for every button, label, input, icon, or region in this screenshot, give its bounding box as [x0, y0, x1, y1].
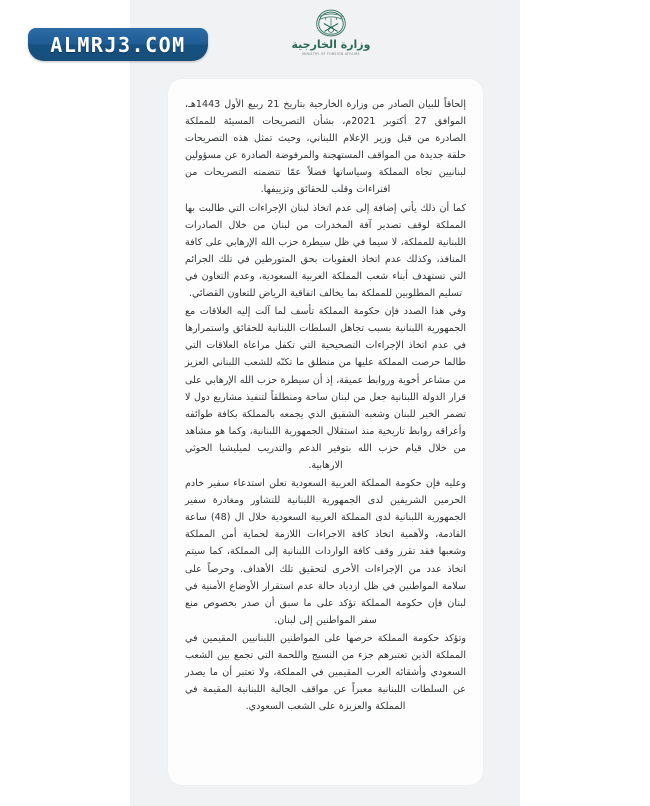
- statement-paragraph: وعليه فإن حكومة المملكة العربية السعودية تعلن استدعاء سفير خادم الحرمين الشريفين لدى الجمهورية اللبنانية للتشاور ومغادرة سفير الجمهورية اللبنانية لدى المملكة العربية السعودية خلال ال (48) ساعة القادمة، ولأهمية اتخاذ كافة الاجراءات اللازمة لحماية أمن المملكة وشعبها فقد تقرر وقف كافة الواردات اللبنانية إلى المملكة، كما سيتم اتخاذ عدد من الإجراءات الأخرى لتحقيق تلك الأهداف. وحرصاً على سلامة المواطنين في ظل ازدياد حالة عدم استقرار الأوضاع الأمنية في لبنان فإن حكومة المملكة تؤكد على ما سبق أن صدر بخصوص منع سفر المواطنين إلى لبنان.: [185, 478, 466, 626]
- statement-card: [168, 79, 483, 785]
- ministry-emblem-arabic-name: وزارة الخارجية: [291, 38, 371, 51]
- saudi-mofa-emblem-icon: [314, 8, 348, 38]
- statement-paragraph: كما أن ذلك يأتي إضافة إلى عدم اتخاذ لبنان الإجراءات التي طالبت بها المملكة لوقف تصدير آفة المخدرات من لبنان من خلال الصادرات اللبنانية للمملكة، لا سيما في ظل سيطرة حزب الله الإرهابي على كافة المنافذ، وكذلك عدم اتخاذ العقوبات بحق المتورطين في تلك الجرائم التي تستهدف أبناء شعب المملكة العربية السعودية، وعدم التعاون في تسليم المطلوبين للمملكة بما يخالف اتفاقية الرياض للتعاون القضائي.: [185, 202, 466, 300]
- site-watermark-label: ALMRJ3.COM: [50, 32, 186, 57]
- statement-paragraph: وفي هذا الصدد فإن حكومة المملكة تأسف لما آلت إليه العلاقات مع الجمهورية اللبنانية بسبب تجاهل السلطات اللبنانية للحقائق واستمرارها في عدم اتخاذ الإجراءات التصحيحية التي تكفل مراعاة العلاقات التي طالما حرصت المملكة عليها من منطلق ما تكنّه للشعب اللبناني العزيز من مشاعر أخوية وروابط عميقة، إذ أن سيطرة حزب الله الإرهابي على قرار الدولة اللبنانية جعل من لبنان ساحة ومنطلقاً لتنفيذ مشاريع دول لا تضمر الخير للبنان وشعبه الشقيق الذي يجمعه بالمملكة بكافة طوائفه وأعراقه روابط تاريخية منذ استقلال الجمهورية اللبنانية، وكما هو مشاهد من خلال قيام حزب الله بتوفير الدعم والتدريب لميليشيا الحوثي الارهابية.: [185, 306, 466, 471]
- statement-body: [185, 96, 466, 715]
- statement-paragraph: وتؤكد حكومة المملكة حرصها على المواطنين اللبنانيين المقيمين في المملكة الذين تعتبرهم جزء من النسيج واللحمة التي تجمع بين الشعب السعودي وأشقائه العرب المقيمين في المملكة، ولا تعتبر أن ما يصدر عن السلطات اللبنانية معبراً عن مواقف الجالية اللبنانية المقيمة في المملكة والعزيزة على الشعب السعودي.: [185, 632, 466, 713]
- ministry-emblem-english-name: MINISTRY OF FOREIGN AFFAIRS: [302, 52, 360, 56]
- statement-paragraph: إلحاقاً للبيان الصادر من وزارة الخارجية بتاريخ 21 ربيع الأول 1443هـ، الموافق 27 أكتوبر 2021م، بشأن التصريحات المسيئة للمملكة الصادرة من قبل وزير الإعلام اللبناني، وحيث تمثل هذه التصريحات حلقة جديدة من المواقف المستهجنة والمرفوضة الصادرة عن مسؤولين لبنانيين تجاه المملكة وسياساتها فضلاً عمّا تتضمنه التصريحات من افتراءات وقلب للحقائق وتزييفها.: [185, 99, 466, 196]
- ministry-emblem: [291, 8, 371, 56]
- site-watermark-badge: [28, 28, 208, 61]
